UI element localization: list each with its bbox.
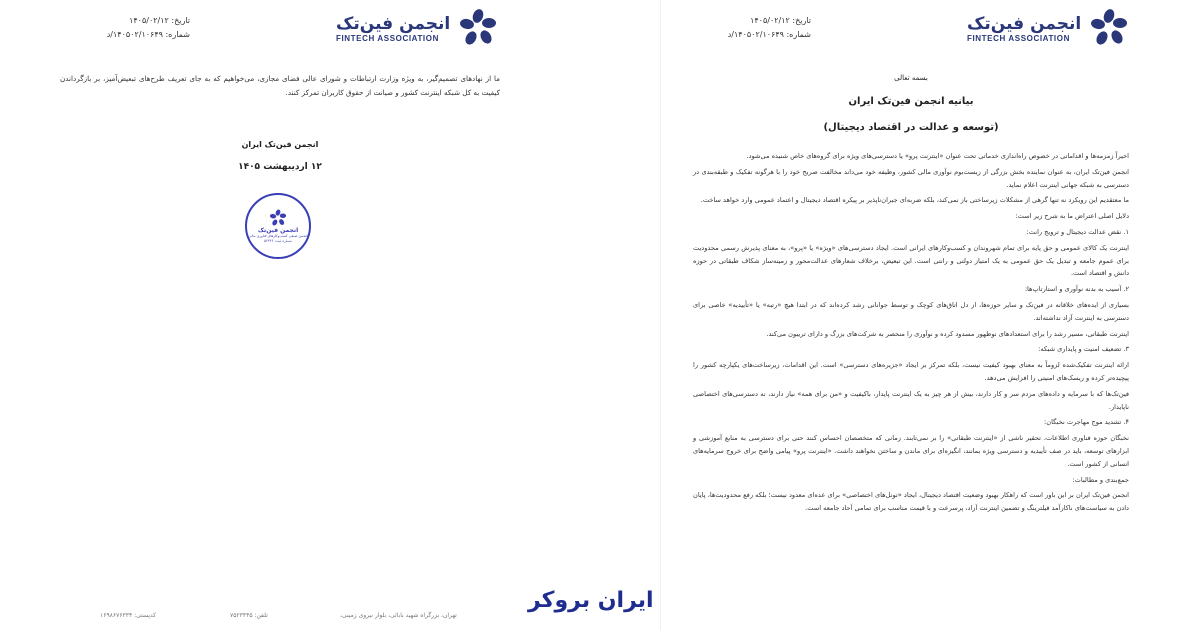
letter-footer <box>40 604 520 630</box>
fintech-logo-icon <box>458 8 498 48</box>
brand-name: ایران بروکر <box>528 587 654 613</box>
signature-date: ۱۲ اردیبهشت ۱۴۰۵ <box>238 162 322 172</box>
paragraph: اینترنت طبقاتی، مسیر رشد را برای استعدادهای نوظهور مسدود کرده و نوآوری را منحصر به شرکت‌های بزرگ و دارای تریبون می‌کند. <box>766 329 1129 338</box>
paragraph: ارائه اینترنت تفکیک‌شده لزوماً به معنای بهبود کیفیت نیست، بلکه تمرکز بر ایجاد «جزیره‌های دسترسی» است. این اقدامات، زیرساخت‌های یکپارچه کشور را پیچیده‌تر کرده و ریسک‌های امنیتی را افزایش می‌دهد. <box>693 361 1129 382</box>
number-line: شماره: ۱۴۰۵۰۲/۱۰۶۴۹/د <box>106 30 190 39</box>
section-heading: ۱. نقض عدالت دیجیتال و ترویج رانت: <box>1026 227 1129 236</box>
stamp-subtitle: انجمن صنفی کسب‌وکارهای فناوری مالی <box>248 233 308 238</box>
basmala: بسمه تعالی <box>894 74 928 82</box>
footer-address: تهران، بزرگراه شهید بابائی، بلوار نیروی زمینی، <box>340 612 457 619</box>
paragraph: دلایل اصلی اعتراض ما به شرح زیر است: <box>1015 212 1129 221</box>
stamp-logo-icon <box>269 209 287 227</box>
footer-postal: کدپستی: ۱۶۹۸۶۷۶۳۳۴ <box>100 612 157 619</box>
date-line: تاریخ: ۱۴۰۵/۰۲/۱۲ <box>750 16 811 25</box>
date-line: تاریخ: ۱۴۰۵/۰۲/۱۲ <box>129 16 190 25</box>
stamp-title: انجمن فین‌تک <box>257 226 299 234</box>
header-logo <box>336 8 498 48</box>
stamp-reg: شماره ثبت: ۵۲۳۴۶ <box>264 238 292 243</box>
paragraph: فین‌تک‌ها که با سرمایه و داده‌های مردم سر و کار دارند، بیش از هر چیز به یک اینترنت پایدار، باکیفیت و «من برای همه» نیاز دارند، نه دسترسی‌های اختصاصی ناپایدار. <box>693 389 1129 411</box>
section-heading: ۴. تشدید موج مهاجرت نخبگان: <box>1044 418 1129 427</box>
paragraph: بسیاری از ایده‌های خلاقانه در فین‌تک و سایر حوزه‌ها، از دل اتاق‌های کوچک و توسط جوانانی رشد کرده‌اند که در ابتدا هیچ «رتبه» یا «تأییدیه» خاصی برای دسترسی به اینترنت آزاد نداشته‌اند. <box>693 300 1129 322</box>
footer-phone: تلفن: ۷۵۲۳۴۴۵ <box>230 612 268 619</box>
paragraph: نخبگان حوزه فناوری اطلاعات، تحقیر ناشی از «اینترنت طبقاتی» را بر نمی‌تابند. زمانی که متخصصان احساس کنند حتی برای دسترسی به منابع آموزشی و ابزارهای توسعه، باید در صف تأییدیه و دسترسی ویژه بمانند، انگیزه‌ای برای ماندن و ساختن نخواهند داشت. «اینترنت پرو» پیامی واضح برای خروج سرمایه‌های انسانی از کشور است. <box>693 434 1129 468</box>
logo-name-en: FINTECH ASSOCIATION <box>336 33 439 43</box>
letter-page-1 <box>660 0 1160 630</box>
paragraph: ما معتقدیم این رویکرد نه تنها گرهی از مشکلات زیرساختی باز نمی‌کند، بلکه ضربه‌ای جبران‌ناپذیر بر پیکره اقتصاد دیجیتال و اعتماد عمومی وارد خواهد ساخت. <box>700 196 1129 205</box>
paragraph: اخیراً زمزمه‌ها و اقداماتی در خصوص راه‌اندازی خدماتی تحت عنوان «اینترنت پرو» یا دسترسی‌های ویژه برای گروه‌های خاص شنیده می‌شود. <box>746 152 1129 160</box>
number-line: شماره: ۱۴۰۵۰۲/۱۰۶۴۹/د <box>727 30 811 39</box>
logo-name-fa: انجمن فین‌تک <box>967 13 1082 34</box>
letter-page-2 <box>40 0 520 630</box>
section-heading: جمع‌بندی و مطالبات: <box>1072 475 1129 484</box>
official-stamp <box>245 193 311 259</box>
header-logo <box>967 8 1129 48</box>
letter-meta <box>80 14 190 42</box>
statement-title: بیانیه انجمن فین‌تک ایران <box>848 96 974 107</box>
signature-org: انجمن فین‌تک ایران <box>241 140 319 149</box>
paragraph: اینترنت یک کالای عمومی و حق پایه برای تمام شهروندان و کسب‌وکارهای ایرانی است. ایجاد دسترسی‌های «ویژه» یا «پرو»، به معنای پذیرش رسمی محدودیت برای عموم جامعه و تبدیل یک حق عمومی به یک امتیاز دولتی و رانتی است. این تبعیض، برخلاف شعارهای عدالت‌محور و زمینه‌ساز شکاف طبقاتی در حوزه دانش و اقتصاد است. <box>693 243 1129 278</box>
fintech-logo-icon <box>1089 8 1129 48</box>
closing-paragraph: ما از نهادهای تصمیم‌گیر، به ویژه وزارت ارتباطات و شورای عالی فضای مجازی، می‌خواهیم که به جای تعریف طرح‌های تبعیض‌آمیز، بر بازگرداندن کیفیت به کل شبکه اینترنت کشور و صیانت از حقوق کاربران تمرکز کنند. <box>60 74 500 97</box>
section-heading: ۲. آسیب به بدنه نوآوری و استارتاپ‌ها: <box>1024 285 1129 294</box>
logo-name-en: FINTECH ASSOCIATION <box>967 33 1070 43</box>
logo-name-fa: انجمن فین‌تک <box>336 13 451 34</box>
paragraph: انجمن فین‌تک ایران، به عنوان نماینده بخش بزرگی از زیست‌بوم نوآوری مالی کشور، وظیفه خود می‌داند مخالفت صریح خود را با هرگونه تفکیک و طبقه‌بندی در دسترسی به شبکه جهانی اینترنت اعلام نماید. <box>693 167 1129 189</box>
statement-body <box>693 150 1129 518</box>
letter-meta <box>701 14 811 42</box>
paragraph: انجمن فین‌تک ایران بر این باور است که راهکار بهبود وضعیت اقتصاد دیجیتال، ایجاد «تونل‌های اختصاصی» برای عده‌ای معدود نیست؛ بلکه رفع محدودیت‌ها، پایان دادن به سیاست‌های ناکارآمد فیلترینگ و تضمین اینترنت آزاد، پرسرعت و با قیمت مناسب برای تمامی آحاد جامعه است. <box>693 491 1129 513</box>
statement-subtitle: (توسعه و عدالت در اقتصاد دیجیتال) <box>823 122 999 133</box>
section-heading: ۳. تضعیف امنیت و پایداری شبکه: <box>1038 345 1129 354</box>
